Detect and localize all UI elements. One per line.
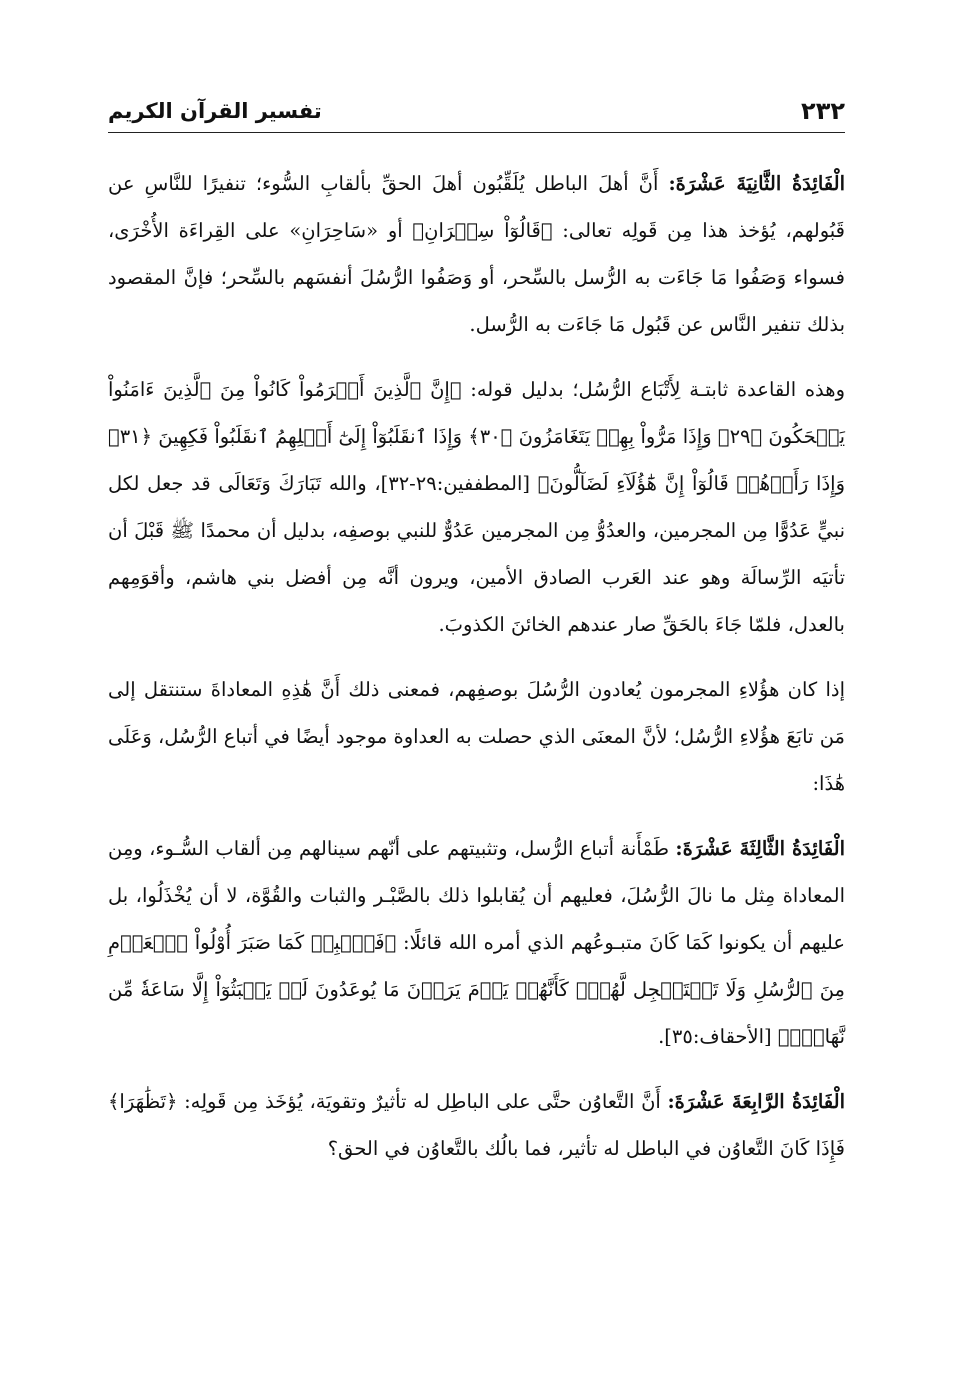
paragraph-benefit-12: [108, 160, 845, 348]
paragraph-enmity: [108, 666, 845, 807]
header-divider: [108, 132, 845, 133]
benefit-heading: الْفَائِدَةُ الرَّابِعَةَ عَشْرَةَ:: [667, 1090, 845, 1113]
benefit-heading: الْفَائِدَةُ الثَّانِيَةَ عَشْرَةَ:: [668, 172, 845, 195]
page-header: [108, 94, 845, 128]
paragraph-text: أَنَّ أهلَ الباطل يُلَقِّبُون أهلَ الحقِّ بألقابِ السُّوء؛ تنفيرًا للنَّاسِ عن قَبُولهم، يُؤخذ هذا مِن قَولِه تعالى: ﴿قَالُوٓاْ سِحۡرَانِ﴾ أو «سَاحِرَانِ» على القِراءَة الأُخْرَى، فسواء وَصَفُوا مَا جَاءَت به الرُّسل بالسِّحر، أو وَصَفُوا الرُّسُلَ أنفسَهم بالسِّحر؛ فإنَّ المقصود بذلك تنفير النَّاس عن قَبُول مَا جَاءَت به الرُّسل.: [108, 172, 845, 336]
paragraph-text: وهذه القاعدة ثابتـة لِأَتْبَاع الرُّسُل؛ بدليل قوله: ﴿إِنَّ ٱلَّذِينَ أَجۡرَمُواْ كَانُواْ مِنَ ٱلَّذِينَ ءَامَنُواْ يَضۡحَكُونَ ﴿٢٩﴾ وَإِذَا مَرُّواْ بِهِمۡ يَتَغَامَزُونَ ﴿٣٠﴾ وَإِذَا ٱنقَلَبُوٓاْ إِلَىٰٓ أَهۡلِهِمُ ٱنقَلَبُواْ فَكِهِينَ ﴿٣١﴾ وَإِذَا رَأَوۡهُمۡ قَالُوٓاْ إِنَّ هَٰٓؤُلَآءِ لَضَآلُّونَ﴾ [المطففين:٢٩-٣٢]، والله تَبَارَكَ وَتَعَالَى قد جعل لكل نبيٍّ عَدُوًّا مِن المجرمين، والعدُوُّ مِن المجرمين عَدُوٌّ للنبي بوصفِه، بدليل أن محمدًا ﷺ قَبْلَ أن تأتيَه الرِّسالَة وهو عند العَرب الصادق الأمين، ويرون أنَّه مِن أفضل بني هاشم، وأقوَمِهم بالعدل، فلمّا جَاءَ بالحَقِّ صار عندهم الخائنَ الكذوبَ.: [108, 378, 846, 636]
paragraph-followers: [108, 366, 845, 648]
paragraph-text: أَنَّ التَّعاوُن حتَّى على الباطِل له تأثيرٌ وتقويَة، يُؤخَذ مِن قَولِه: ﴿تَظَٰهَرَا﴾ فَإِذَا كَانَ التَّعاوُن في الباطل له تأثير، فما بالُك بالتَّعاوُن في الحق؟: [108, 1090, 845, 1160]
paragraph-text: طَمْأَنة أتباع الرُّسل، وتثبيتهم على أنّهم سينالهم مِن ألقاب السُّـوء، ومِن المعاداة مِثل ما نالَ الرُّسُلَ، فعليهم أن يُقابلوا ذلك بالصَّبْـر والثبات والقُوَّة، لا أن يُخْذَلُوا، بل عليهم أن يكونوا كَمَا كَانَ متبـوعُهم الذي أمره الله قائلًا: ﴿فَٱصۡبِرۡ كَمَا صَبَرَ أُوْلُواْ ٱلۡعَزۡمِ مِنَ ٱلرُّسُلِ وَلَا تَسۡتَعۡجِل لَّهُمۡۚ كَأَنَّهُمۡ يَوۡمَ يَرَوۡنَ مَا يُوعَدُونَ لَمۡ يَلۡبَثُوٓاْ إِلَّا سَاعَةٗ مِّن نَّهَارٍۚ﴾ [الأحقاف:٣٥].: [108, 837, 845, 1048]
paragraph-text: إذا كان هؤُلاءِ المجرمون يُعادون الرُّسُلَ بوصفِهم، فمعنى ذلك أَنَّ هَٰذِهِ المعاداةَ ستنتقل إلى مَن تابَعَ هؤُلاءِ الرُّسُل؛ لأنَّ المعنَى الذي حصلت به العداوة موجود أيضًا في أتباع الرُّسُل، وَعَلَى هَٰذَا:: [108, 678, 846, 795]
benefit-heading: الْفَائِدَةُ الثَّالِثَةَ عَشْرَةَ:: [675, 837, 846, 860]
paragraph-benefit-13: [108, 825, 845, 1060]
page-body: [108, 160, 845, 1190]
paragraph-benefit-14: [108, 1078, 845, 1172]
book-title: تفسير القرآن الكريم: [108, 99, 322, 123]
page-number: ٢٣٢: [801, 97, 845, 125]
